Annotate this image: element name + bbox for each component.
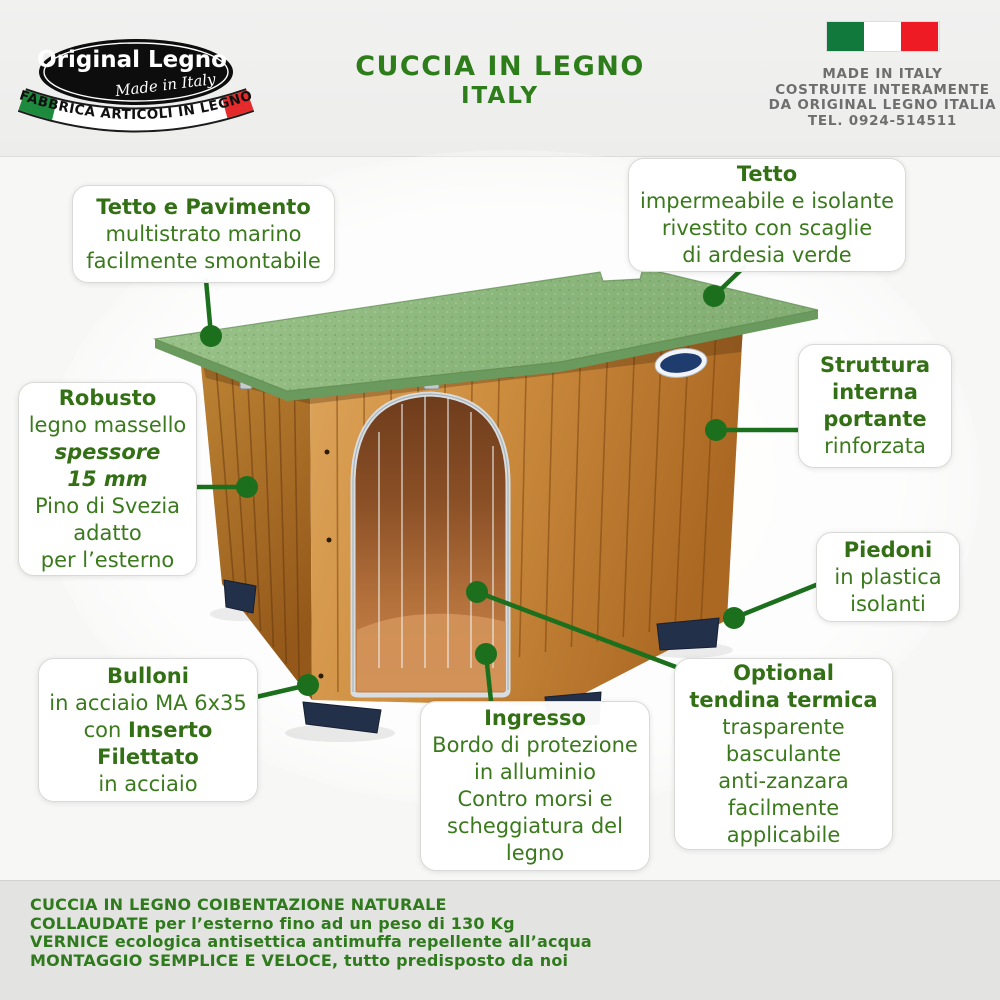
title-line1: CUCCIA IN LEGNO [355,51,645,82]
callout-line: Filettato [97,744,199,769]
footer-line: MONTAGGIO SEMPLICE E VELOCE, tutto predisposto da noi [30,950,569,970]
callout-line: legno massello [28,412,187,437]
callout-line: Piedoni [843,537,933,562]
logo-name: Original Legno [37,47,227,73]
callout-line: impermeabile e isolante [639,189,895,213]
callout-line: facilmente smontabile [86,248,321,273]
logo-ribbon-text: FABBRICA ARTICOLI IN LEGNO [17,87,255,124]
callout-line: trasparente [722,714,845,739]
callout-line: per l’esterno [40,547,175,572]
callout-line: 15 mm [67,466,148,491]
callout-line: Ingresso [484,706,586,730]
footer-line: CUCCIA IN LEGNO COIBENTAZIONE NATURALE [30,895,447,914]
foot [224,580,256,613]
made-in-line: DA ORIGINAL LEGNO ITALIA [768,97,997,113]
callout-line: legno [505,841,565,865]
callout-line: di ardesia verde [682,243,852,267]
logo-tagline: Made in Italy [114,69,217,101]
title-line2: ITALY [461,83,539,109]
callout-robusto [18,382,197,576]
callout-line: con Inserto [83,717,213,742]
footer-line: COLLAUDATE per l’esterno fino ad un peso di 130 Kg [30,913,515,933]
footer [0,880,1000,1000]
callout-optional [674,658,893,850]
callout-line: tendina termica [689,687,878,712]
callout-line: applicabile [726,822,841,847]
callout-line: multistrato marino [105,221,302,246]
callout-line: Tetto e Pavimento [96,194,311,219]
callout-line: Bordo di protezione [432,733,638,757]
callout-line: in acciaio MA 6x35 [49,690,247,715]
callout-line: Optional [733,660,834,685]
callout-line: interna [832,380,918,404]
callout-line: in alluminio [474,760,596,784]
callout-line: Tetto [736,162,798,186]
callout-line: Robusto [58,385,157,410]
callout-line: in plastica [834,564,942,589]
callout-line: isolanti [850,591,926,616]
callout-line: facilmente [727,795,840,820]
callout-line: Struttura [819,353,931,377]
callout-tetto [628,158,906,272]
made-in-line: TEL. 0924-514511 [807,112,958,129]
made-in-line: MADE IN ITALY [822,66,943,82]
callout-tetto-pavimento [72,185,335,283]
callout-line: Contro morsi e [457,787,613,811]
callout-line: adatto [73,520,142,545]
callout-bulloni [38,658,258,802]
callout-line: spessore [54,439,161,464]
made-in-line: COSTRUITE INTERAMENTE [775,81,990,98]
callout-line: portante [823,407,927,431]
callout-line: scheggiatura del [447,814,623,838]
callout-line: in acciaio [98,771,198,796]
footer-line: VERNICE ecologica antisettica antimuffa repellente all’acqua [30,932,592,951]
callout-line: rinforzata [824,434,926,458]
callout-ingresso [420,701,650,871]
callout-line: anti-zanzara [718,768,849,793]
callout-struttura [798,344,952,468]
foot [657,618,719,650]
callout-line: basculante [725,741,842,766]
callout-piedoni [816,532,960,622]
callout-line: Pino di Svezia [34,493,181,518]
callout-line: rivestito con scaglie [661,216,873,240]
callout-line: Bulloni [107,663,189,688]
